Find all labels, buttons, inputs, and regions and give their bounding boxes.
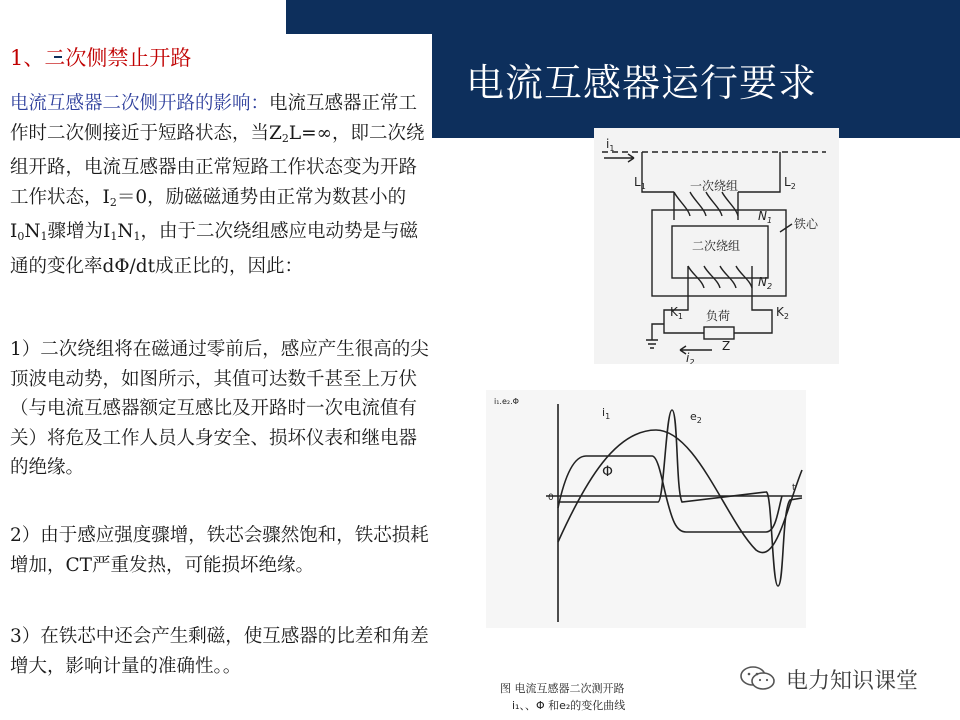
label-load: 负荷 (706, 309, 731, 323)
graph-phi-label: Φ (602, 464, 614, 480)
wechat-icon (738, 664, 778, 692)
text-panel (0, 34, 432, 720)
graph-x-label: t (792, 483, 796, 493)
intro-sub-i1: 1 (110, 230, 118, 243)
label-i1: $i_1$ (606, 137, 615, 153)
label-n2: $N_2$ (758, 275, 773, 291)
label-n1: $N_1$ (758, 209, 773, 225)
point-1: 1）二次绕组将在磁通过零前后，感应产生很高的尖顶波电动势，如图所示，其值可达数千甚至上万伏（与电流互感器额定互感比及开路时一次电流值有关）将危及工作人员人身安全、损坏仪表和继电器的绝缘。 (10, 339, 429, 478)
label-l2: $L_2$ (784, 175, 796, 191)
label-z: Z (722, 339, 731, 353)
graph-axis-label: i₁.e₂.Φ (494, 397, 519, 406)
intro-sub-i2: 2 (109, 195, 117, 209)
intro-sub-n1b: 1 (133, 230, 141, 243)
intro-sub-n1a: 1 (40, 230, 48, 243)
graph-e2-label: $e_2$ (690, 410, 702, 425)
label-secondary-winding: 二次绕组 (692, 239, 741, 253)
ct-circuit-diagram (594, 128, 839, 364)
intro-sub-z: 2 (281, 131, 289, 145)
graph-i1-label: $i_1$ (602, 406, 611, 421)
label-core: 铁心 (794, 217, 819, 231)
intro-text-d: N (24, 221, 41, 242)
intro-label: 电流互感器二次侧开路的影响： (10, 93, 270, 114)
label-i2: $i_2$ (686, 351, 695, 364)
label-k2: $K_2$ (776, 305, 789, 321)
figure-caption-line1: 图 电流互感器二次测开路 (500, 682, 625, 695)
slide-title: 电流互感器运行要求 (466, 61, 818, 105)
intro-text-c: ＝0，励磁磁通势由正常为数甚小的I (10, 186, 407, 242)
label-primary-winding: 一次绕组 (690, 179, 739, 193)
graph-origin: 0 (548, 493, 554, 503)
intro-text-a: 电流互感器正常工作时二次侧接近于短路状态，当Z (10, 93, 418, 144)
intro-paragraph (10, 89, 434, 281)
figure-caption-line2: i₁、、Φ 和e₂的变化曲线 (512, 699, 626, 712)
intro-text-g: ，由于二次绕组感应电动势是与磁通的变化率dΦ/dt成正比的，因此： (10, 221, 419, 277)
intro-text-f: N (117, 221, 134, 242)
brand-name: 电力知识课堂 (786, 669, 919, 694)
label-k1: $K_1$ (670, 305, 683, 321)
point-2: 2）由于感应强度骤增，铁芯会骤然饱和，铁芯损耗增加，CT严重发热，可能损坏绝缘。 (10, 525, 429, 576)
intro-text-e: 骤增为I (47, 221, 111, 242)
waveform-graph (486, 390, 806, 628)
label-l1: $L_1$ (634, 175, 646, 191)
intro-text-b: L=∞，即二次绕组开路，电流互感器由正常短路工作状态变为开路工作状态，I (10, 122, 425, 208)
section-heading: 1、二次侧禁止开路 (10, 46, 192, 70)
intro-sub-i0: 0 (17, 230, 25, 243)
point-3: 3）在铁芯中还会产生剩磁，使互感器的比差和角差增大，影响计量的准确性。。 (10, 626, 429, 677)
